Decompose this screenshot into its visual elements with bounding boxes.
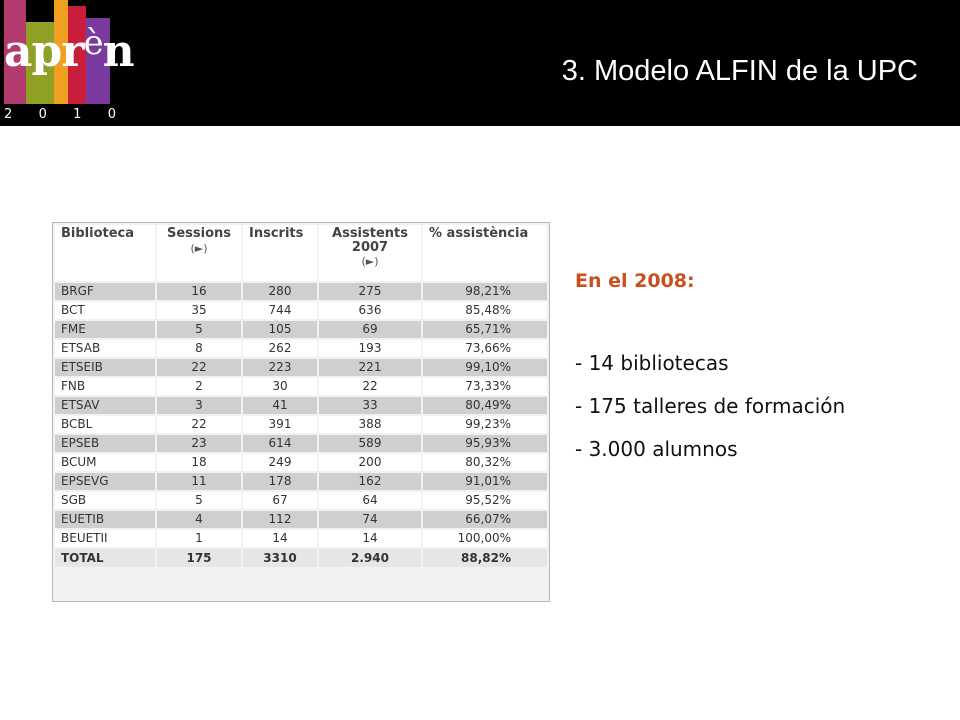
logo-year: [4, 108, 116, 121]
cell-sessions: 4: [157, 511, 241, 528]
table-row: [55, 378, 547, 395]
cell-lib: SGB: [55, 492, 155, 509]
sort-arrow-icon: (►): [361, 255, 379, 269]
cell-pct: 85,48%: [423, 302, 547, 319]
cell-pct: 99,10%: [423, 359, 547, 376]
header-sessions: Sessions (►): [157, 225, 241, 281]
cell-sessions: 8: [157, 340, 241, 357]
cell-assistents: 2.940: [319, 549, 421, 567]
cell-lib: ETSEIB: [55, 359, 155, 376]
cell-assistents: 275: [319, 283, 421, 300]
cell-pct: 65,71%: [423, 321, 547, 338]
cell-pct: 98,21%: [423, 283, 547, 300]
table-row: [55, 511, 547, 528]
cell-sessions: 5: [157, 492, 241, 509]
cell-inscrits: 105: [243, 321, 317, 338]
cell-assistents: 69: [319, 321, 421, 338]
cell-pct: 73,66%: [423, 340, 547, 357]
cell-sessions: 35: [157, 302, 241, 319]
table-row: [55, 416, 547, 433]
table-row: [55, 340, 547, 357]
cell-sessions: 16: [157, 283, 241, 300]
header-assistents: Assistents 2007 (►): [319, 225, 421, 281]
cell-lib: EPSEB: [55, 435, 155, 452]
cell-pct: 95,93%: [423, 435, 547, 452]
cell-assistents: 14: [319, 530, 421, 547]
cell-assistents: 22: [319, 378, 421, 395]
slide-title: 3. Modelo ALFIN de la UPC: [561, 55, 918, 87]
cell-assistents: 162: [319, 473, 421, 490]
cell-lib: EPSEVG: [55, 473, 155, 490]
notes-panel: [575, 270, 945, 480]
cell-pct: 100,00%: [423, 530, 547, 547]
cell-inscrits: 41: [243, 397, 317, 414]
header-biblioteca: Biblioteca: [55, 225, 155, 281]
table-row: [55, 492, 547, 509]
table-row: [55, 359, 547, 376]
header-bar: [0, 0, 960, 126]
cell-pct: 66,07%: [423, 511, 547, 528]
table-row: [55, 530, 547, 547]
cell-assistents: 388: [319, 416, 421, 433]
cell-assistents: 221: [319, 359, 421, 376]
notes-item: - 14 bibliotecas: [575, 350, 729, 375]
cell-pct: 80,32%: [423, 454, 547, 471]
notes-item: - 175 talleres de formación: [575, 393, 846, 418]
logo-year-digit: 1: [73, 107, 82, 122]
table-row: [55, 454, 547, 471]
cell-sessions: 18: [157, 454, 241, 471]
logo-year-digit: 2: [4, 107, 13, 122]
cell-sessions: 175: [157, 549, 241, 567]
table-row: [55, 321, 547, 338]
cell-lib: BCBL: [55, 416, 155, 433]
cell-lib: FNB: [55, 378, 155, 395]
notes-heading: En el 2008:: [575, 270, 695, 292]
cell-inscrits: 614: [243, 435, 317, 452]
cell-assistents: 200: [319, 454, 421, 471]
cell-inscrits: 744: [243, 302, 317, 319]
cell-inscrits: 112: [243, 511, 317, 528]
table-row: [55, 397, 547, 414]
cell-inscrits: 280: [243, 283, 317, 300]
cell-sessions: 1: [157, 530, 241, 547]
apren-2010-logo: [0, 0, 134, 126]
sort-arrow-icon: (►): [190, 241, 208, 255]
cell-sessions: 22: [157, 416, 241, 433]
cell-inscrits: 223: [243, 359, 317, 376]
cell-assistents: 193: [319, 340, 421, 357]
header-assistencia: % assistència: [423, 225, 547, 281]
cell-lib: BRGF: [55, 283, 155, 300]
table-row: [55, 473, 547, 490]
table-row: [55, 302, 547, 319]
cell-lib: FME: [55, 321, 155, 338]
cell-assistents: 589: [319, 435, 421, 452]
cell-sessions: 2: [157, 378, 241, 395]
table-row: [55, 283, 547, 300]
cell-pct: 88,82%: [423, 549, 547, 567]
cell-assistents: 636: [319, 302, 421, 319]
notes-item: - 3.000 alumnos: [575, 436, 738, 461]
cell-lib: BEUETII: [55, 530, 155, 547]
cell-lib: EUETIB: [55, 511, 155, 528]
cell-inscrits: 391: [243, 416, 317, 433]
cell-sessions: 3: [157, 397, 241, 414]
cell-inscrits: 67: [243, 492, 317, 509]
logo-year-digit: 0: [107, 107, 116, 122]
table-header-row: [55, 225, 547, 281]
cell-lib: ETSAB: [55, 340, 155, 357]
cell-pct: 95,52%: [423, 492, 547, 509]
stats-table: [53, 223, 549, 569]
logo-wordmark: apr$^è$n: [4, 23, 134, 77]
cell-pct: 80,49%: [423, 397, 547, 414]
cell-pct: 99,23%: [423, 416, 547, 433]
library-stats-table: [52, 222, 550, 602]
cell-inscrits: 249: [243, 454, 317, 471]
cell-assistents: 64: [319, 492, 421, 509]
cell-assistents: 74: [319, 511, 421, 528]
cell-pct: 91,01%: [423, 473, 547, 490]
cell-lib: BCUM: [55, 454, 155, 471]
cell-assistents: 33: [319, 397, 421, 414]
cell-lib: ETSAV: [55, 397, 155, 414]
cell-inscrits: 178: [243, 473, 317, 490]
cell-sessions: 22: [157, 359, 241, 376]
logo-year-digit: 0: [38, 107, 47, 122]
cell-inscrits: 3310: [243, 549, 317, 567]
cell-sessions: 11: [157, 473, 241, 490]
cell-sessions: 23: [157, 435, 241, 452]
cell-inscrits: 30: [243, 378, 317, 395]
cell-pct: 73,33%: [423, 378, 547, 395]
table-total-row: [55, 549, 547, 567]
cell-lib: BCT: [55, 302, 155, 319]
cell-sessions: 5: [157, 321, 241, 338]
cell-inscrits: 14: [243, 530, 317, 547]
header-inscrits: Inscrits: [243, 225, 317, 281]
cell-lib: TOTAL: [55, 549, 155, 567]
table-row: [55, 435, 547, 452]
cell-inscrits: 262: [243, 340, 317, 357]
table-body: [55, 283, 547, 567]
